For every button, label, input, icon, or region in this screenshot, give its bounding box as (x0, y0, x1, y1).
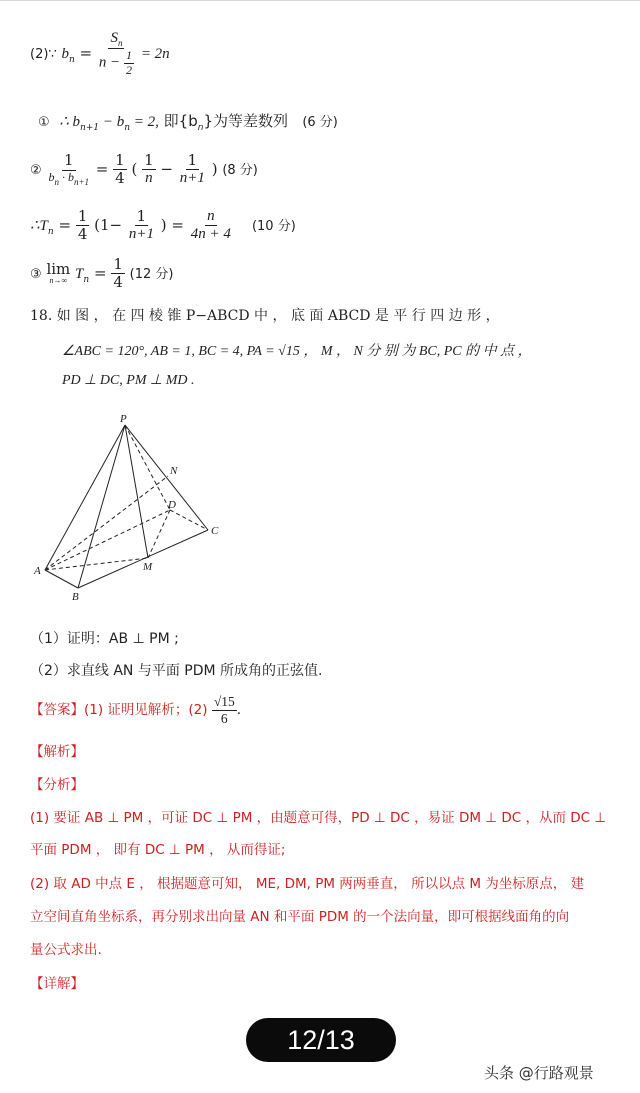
problem-18-line-2: ∠ABC = 120°, AB = 1, BC = 4, PA = √15 ， M ， N 分 别 为 BC, PC 的 中 点 ， (62, 344, 532, 359)
vertex-label-n: N (170, 465, 178, 477)
answer-tag: 【答案】 (30, 702, 84, 719)
fraction-sn-over-n-half: $S_n$ n − $\frac{1}{2}$ (98, 30, 133, 78)
pyramid-figure (30, 410, 230, 610)
edge-pd (125, 425, 170, 510)
step-1-arithmetic-sequence: ① ∴ $b_{n+1} - b_n = 2$, 即$\{b_n\}$为等差数列 (6 分) (38, 112, 338, 133)
fenxi-p2-line-1: (2) 取 AD 中点 E ， 根据题意可知， ME, DM, PM 两两垂直， 所以以点 M 为坐标原点， 建 (30, 876, 585, 892)
vertex-label-p: P (120, 413, 127, 425)
step-2-partial-fraction: ② $\frac{1}{b_n \cdot b_{n+1}}$ = $\frac{1}{4}$ ( $\frac{1}{n}$ − $\frac{1}{n+1}$ ) (8 分) (30, 151, 258, 188)
edge-ab (45, 570, 78, 588)
step-4-limit: ③ lim n→∞ $T_n$ = $\frac{1}{4}$ (12 分) (30, 255, 174, 292)
watermark: 头条 @行路观景 (484, 1064, 594, 1082)
edge-dm (148, 510, 170, 558)
vertex-label-c: C (211, 525, 219, 537)
detail-tag: 【详解】 (30, 976, 84, 992)
vertex-label-b: B (72, 591, 79, 603)
fenxi-tag: 【分析】 (30, 777, 84, 793)
vertex-label-m: M (143, 561, 153, 573)
fenxi-p2-line-3: 量公式求出. (30, 942, 102, 958)
edge-pm (125, 425, 148, 558)
answer-line: 【答案】(1) 证明见解析；(2) $\frac{√15}{6}$ . (30, 694, 242, 726)
edge-pa (45, 425, 125, 570)
problem-18-line-1: 18. 如 图 ， 在 四 棱 锥 P−ABCD 中 ， 底 面 ABCD 是 平 行 四 边 形 ， (30, 308, 500, 324)
analysis-tag: 【解析】 (30, 744, 84, 760)
top-divider (0, 0, 640, 1)
edge-dc (170, 510, 208, 530)
vertex-label-a: A (34, 565, 41, 577)
step-3-tn-sum: $\therefore T_n$ = $\frac{1}{4}$ (1− $\frac{1}{n+1}$ ) = $\frac{n}{4n + 4}$ (10 分) (30, 207, 296, 244)
question-2: （2）求直线 AN 与平面 PDM 所成角的正弦值. (30, 663, 323, 679)
fenxi-p1-line-1: (1) 要证 AB ⊥ PM ，可证 DC ⊥ PM ，由题意可得，PD ⊥ DC ，易证 DM ⊥ DC ，从而 DC ⊥ (30, 810, 607, 826)
formula-bn-definition: (2)∵ $b_n$ = $S_n$ n − $\frac{1}{2}$ = 2n (30, 30, 170, 78)
edge-pc (125, 425, 208, 530)
question-1: （1）证明：AB ⊥ PM ; (30, 631, 179, 647)
vertex-label-d: D (168, 499, 176, 511)
problem-18-line-3: PD ⊥ DC, PM ⊥ MD . (62, 373, 195, 388)
page-indicator: 12/13 (246, 1018, 396, 1062)
fenxi-p1-line-2: 平面 PDM ， 即有 DC ⊥ PM ， 从而得证; (30, 842, 286, 858)
fenxi-p2-line-2: 立空间直角坐标系，再分别求出向量 AN 和平面 PDM 的一个法向量，即可根据线面角的向 (30, 909, 570, 925)
